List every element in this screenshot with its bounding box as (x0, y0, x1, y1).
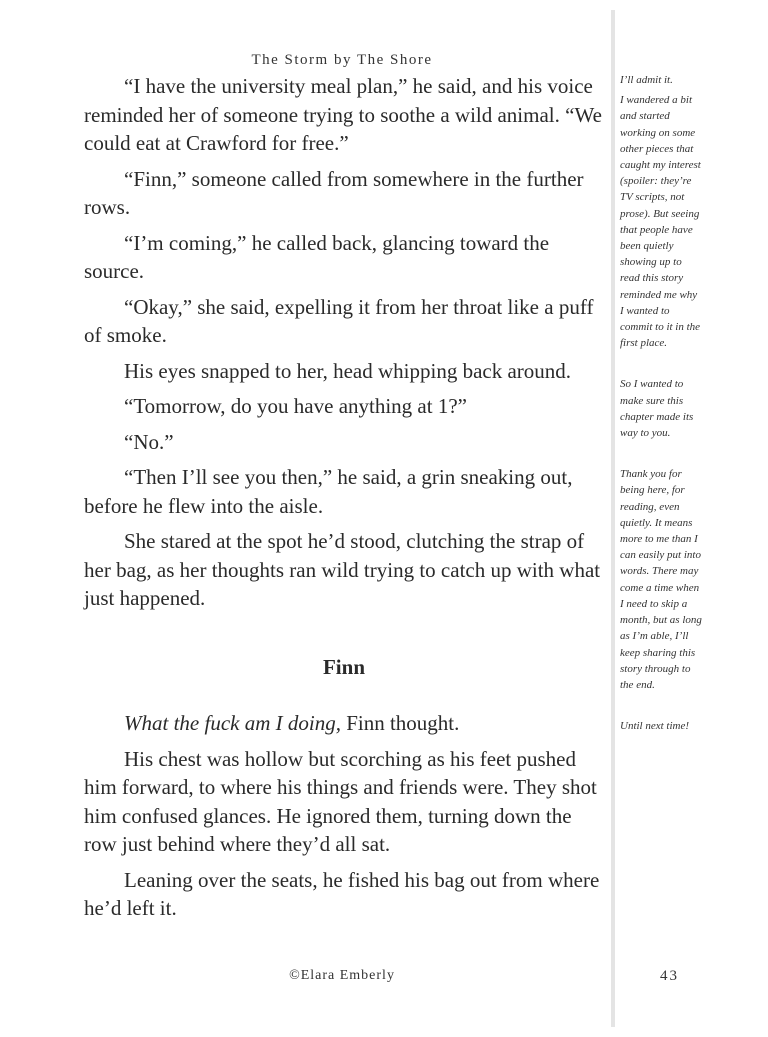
margin-divider (611, 10, 615, 1027)
footer-copyright: ©Elara Emberly (289, 968, 395, 983)
paragraph: “Okay,” she said, expelling it from her throat like a puff of smoke. (84, 294, 594, 347)
paragraph: His eyes snapped to her, head whipping back around. (124, 358, 572, 383)
margin-note: Until next time! (620, 720, 690, 733)
margin-note: So I wanted to make sure this chapter made its way to you. (620, 378, 694, 440)
paragraph-rest: Finn thought. (340, 711, 460, 735)
italic-thought: What the fuck am I doing, (124, 711, 341, 735)
paragraph: Leaning over the seats, he fished his bag out from where he’d left it. (84, 867, 600, 920)
paragraph: “I have the university meal plan,” he said, and his voice reminded her of someone trying to soothe a wild animal. “We could eat at Crawford for free.” (84, 74, 602, 155)
paragraph (84, 709, 604, 738)
page-number: 43 (660, 968, 679, 984)
section-heading: Finn (322, 654, 366, 679)
margin-note: I’ll admit it. (620, 74, 673, 86)
margin-notes (620, 72, 702, 759)
paragraph: “Then I’ll see you then,” he said, a grin sneaking out, before he flew into the aisle. (84, 465, 573, 518)
paragraph: “Tomorrow, do you have anything at 1?” (124, 394, 467, 418)
paragraph: “Finn,” someone called from somewhere in the further rows. (84, 166, 584, 219)
paragraph: “I’m coming,” he called back, glancing toward the source. (84, 230, 550, 283)
margin-note: I wandered a bit and started working on some other pieces that caught my interest (spoiler: they’re TV scripts, not prose). But seeing that people have been quietly showing up to read this story reminded me why I wanted to commit to it in the first place. (620, 94, 701, 350)
running-header-title: The Storm by The Shore (251, 52, 433, 68)
paragraph: She stared at the spot he’d stood, clutching the strap of her bag, as her thoughts ran wild trying to catch up with what just happened. (84, 529, 601, 610)
paragraph: His chest was hollow but scorching as his feet pushed him forward, to where his things and friends were. They shot him confused glances. He ignored them, turning down the row just behind where they’d all sat. (84, 746, 597, 856)
main-text-column (84, 72, 604, 930)
margin-note: Thank you for being here, for reading, even quietly. It means more to me than I can easily put into words. There may come a time when I need to skip a month, but as long as I’m able, I’ll keep sharing this story through to the end. (620, 468, 702, 691)
paragraph: “No.” (124, 429, 174, 454)
